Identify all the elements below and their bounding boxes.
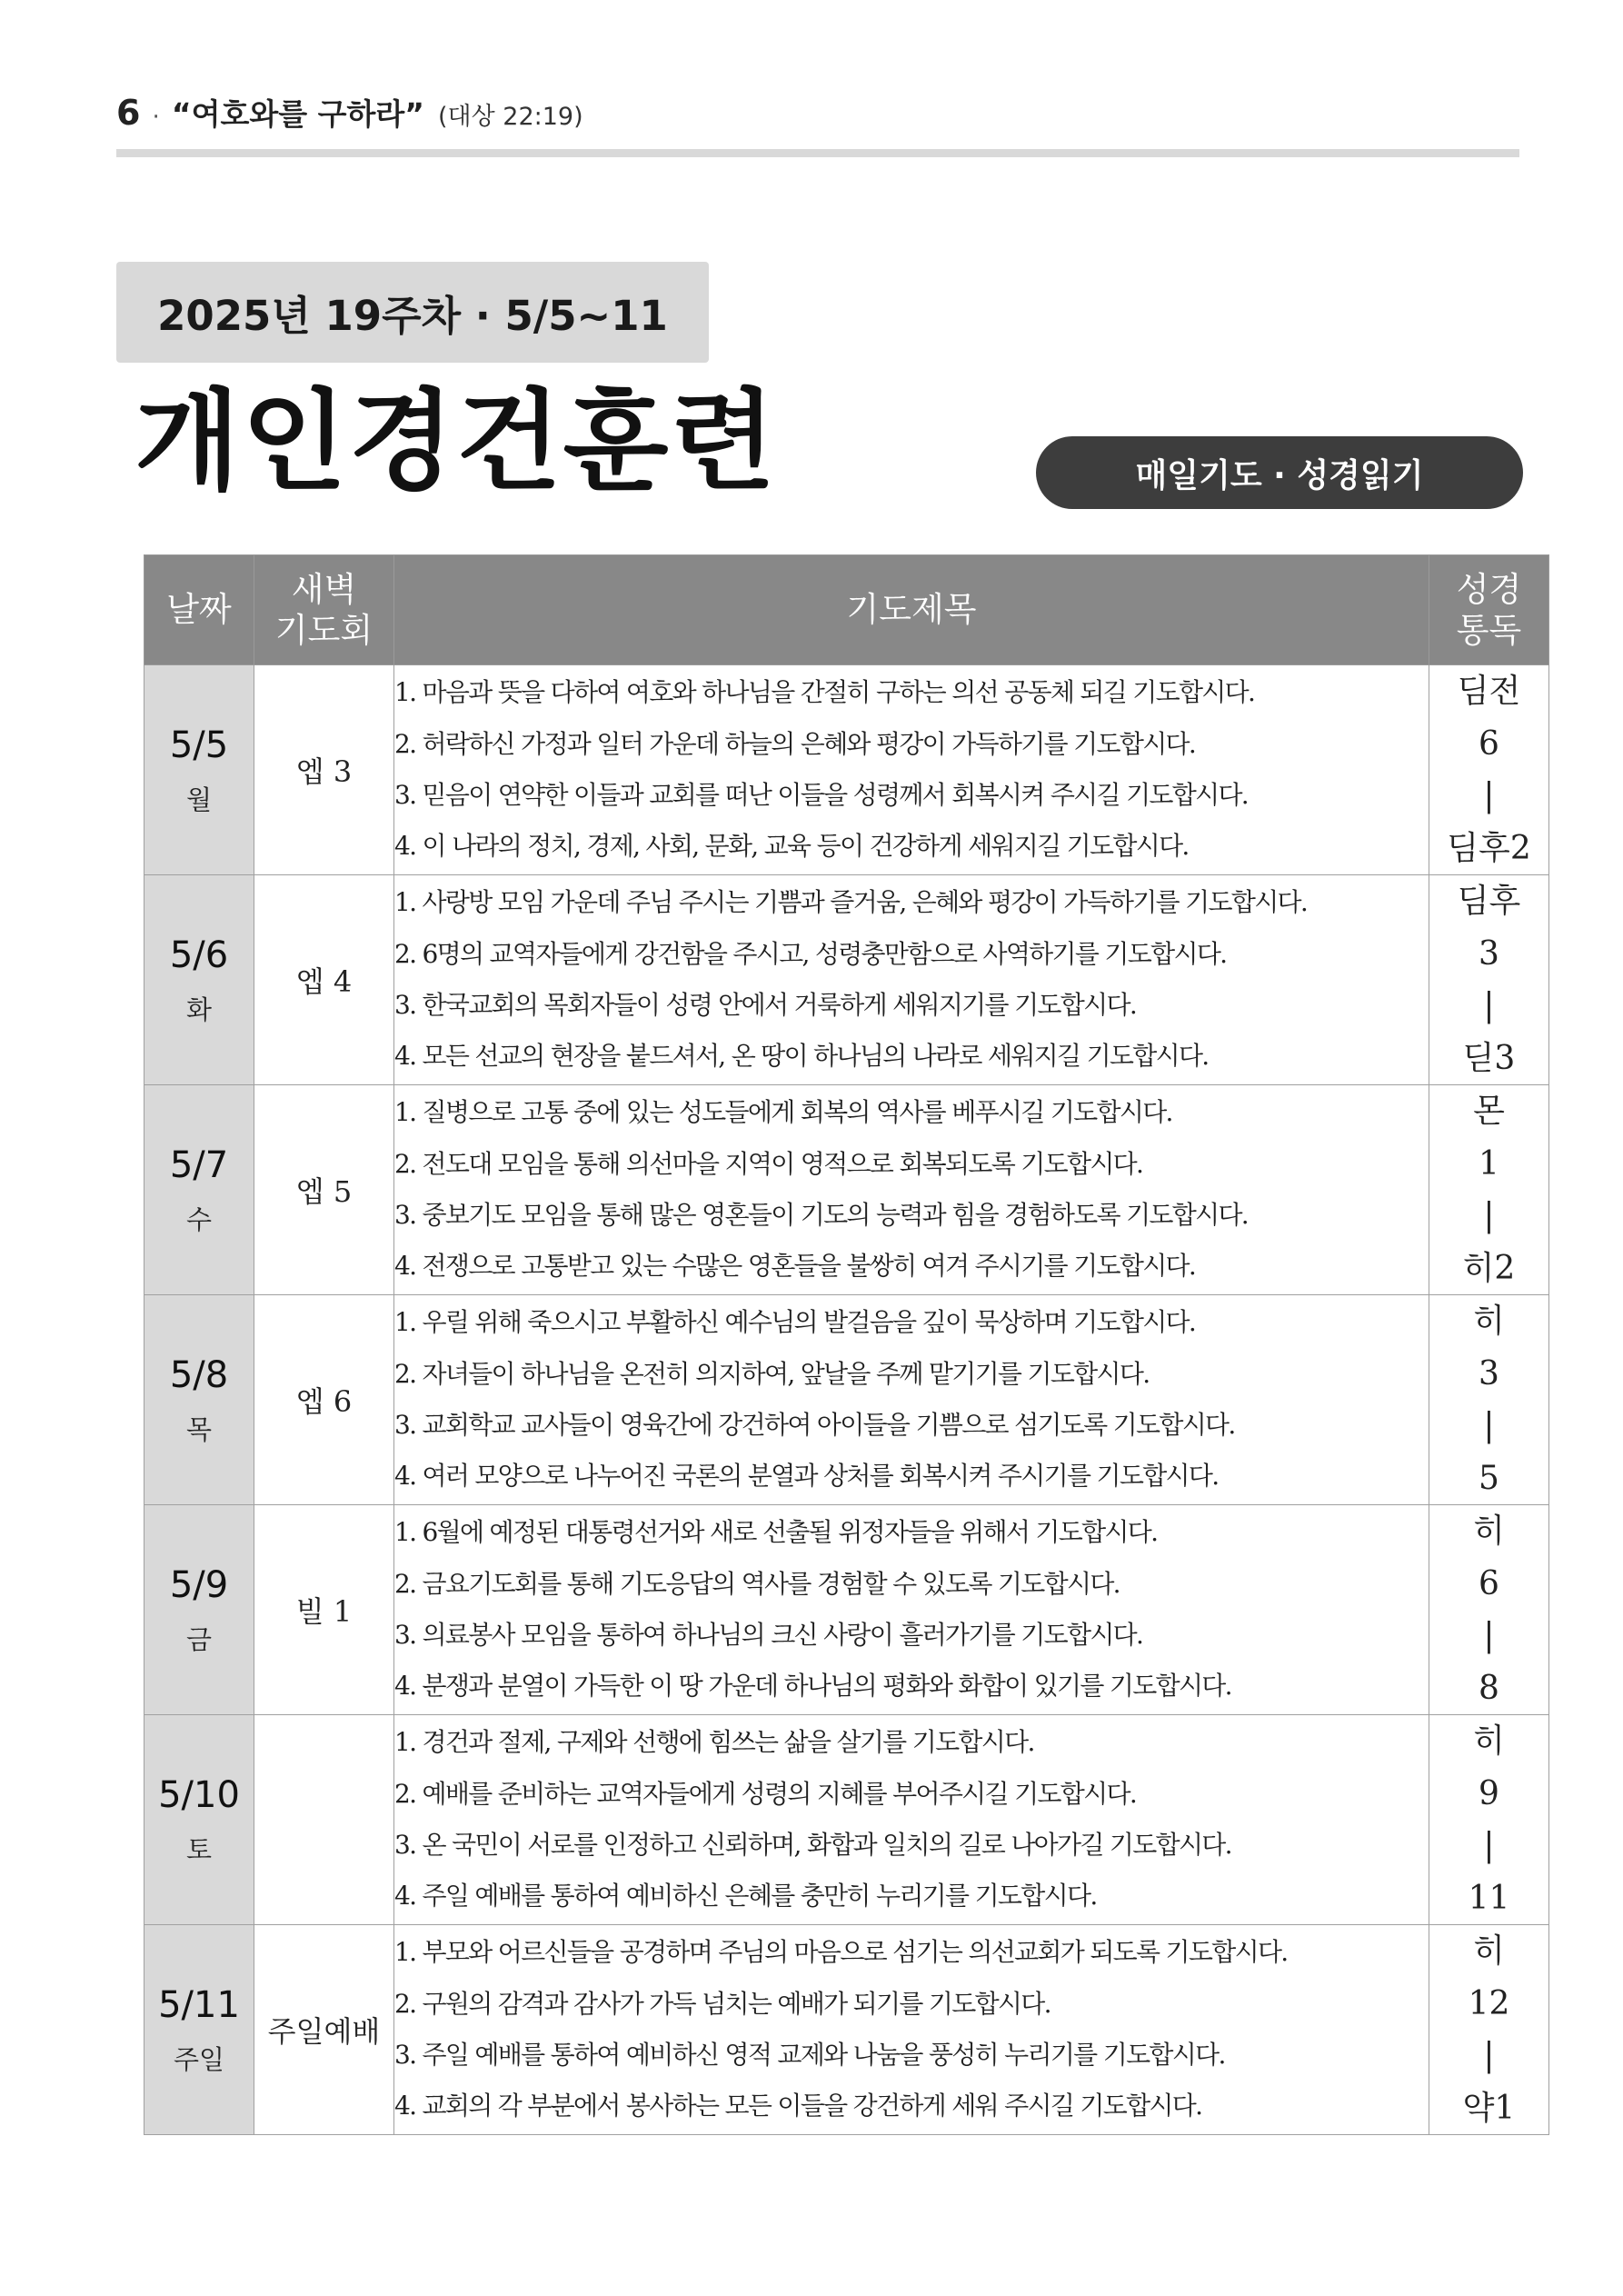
day-of-week: 월: [185, 784, 212, 815]
prayer-item: 4. 교회의 각 부분에서 봉사하는 모든 이들을 강건하게 세워 주시길 기도합시다.: [394, 2091, 1202, 2121]
table-row: [144, 665, 1549, 875]
date-cell: [144, 1295, 254, 1505]
day-of-week: 금: [185, 1623, 212, 1655]
bible-reading-cell: [1429, 875, 1549, 1085]
table-row: [144, 1925, 1549, 2135]
header-separator: ·: [152, 104, 160, 131]
table-row: [144, 1085, 1549, 1295]
prayer-item: 2. 금요기도회를 통해 기도응답의 역사를 경험할 수 있도록 기도합시다.: [394, 1568, 1120, 1599]
dawn-prayer-passage: 엡 4: [254, 875, 394, 1085]
date-cell: [144, 1715, 254, 1925]
bible-reading-cell: [1429, 1295, 1549, 1505]
table-row: [144, 1295, 1549, 1505]
dawn-prayer-passage: [254, 1715, 394, 1925]
bible-end: 딤후2: [1447, 829, 1531, 867]
date-value: 5/6: [169, 933, 229, 976]
dawn-prayer-passage: 빌 1: [254, 1505, 394, 1715]
prayer-items: [394, 1505, 1429, 1715]
bible-end: 히2: [1462, 1249, 1516, 1287]
prayer-item: 2. 구원의 감격과 감사가 가득 넘치는 예배가 되기를 기도합시다.: [394, 1988, 1050, 2019]
prayer-items: [394, 1925, 1429, 2135]
bible-end: 11: [1468, 1879, 1510, 1917]
bible-chapter-start: 12: [1468, 1984, 1510, 2022]
header-bible-line1: 성경: [1456, 569, 1522, 609]
bible-book-start: 딤전: [1457, 673, 1521, 710]
table-header-row: [144, 555, 1549, 665]
day-of-week: 토: [185, 1833, 212, 1865]
date-value: 5/8: [169, 1353, 229, 1396]
bible-range-separator: |: [1483, 987, 1495, 1024]
page-number: 6: [116, 93, 141, 133]
prayer-schedule-table: [144, 554, 1549, 2135]
date-cell: [144, 1505, 254, 1715]
prayer-items: [394, 1085, 1429, 1295]
day-of-week: 목: [185, 1413, 212, 1445]
bible-end: 딛3: [1462, 1039, 1516, 1077]
prayer-item: 3. 주일 예배를 통하여 예비하신 영적 교제와 나눔을 풍성히 누리기를 기도합시다.: [394, 2040, 1225, 2070]
prayer-item: 1. 사랑방 모임 가운데 주님 주시는 기쁨과 즐거움, 은혜와 평강이 가득하기를 기도합시다.: [394, 887, 1308, 918]
bible-reading-cell: [1429, 1715, 1549, 1925]
prayer-items: [394, 665, 1429, 875]
page-title: 개인경건훈련: [134, 379, 778, 505]
dawn-prayer-passage: 엡 5: [254, 1085, 394, 1295]
table-row: [144, 1715, 1549, 1925]
header-date: [144, 555, 254, 665]
prayer-item: 2. 예배를 준비하는 교역자들에게 성령의 지혜를 부어주시길 기도합시다.: [394, 1778, 1137, 1809]
bible-end: 8: [1479, 1669, 1499, 1707]
prayer-item: 2. 허락하신 가정과 일터 가운데 하늘의 은혜와 평강이 가득하기를 기도합시다.: [394, 728, 1196, 759]
day-of-week: 주일: [173, 2043, 225, 2075]
day-of-week: 수: [185, 1203, 212, 1235]
prayer-items: [394, 1295, 1429, 1505]
dawn-prayer-passage: 엡 6: [254, 1295, 394, 1505]
bible-range-separator: |: [1483, 1197, 1495, 1234]
bible-end: 약1: [1462, 2089, 1516, 2127]
bible-book-start: 히: [1473, 1932, 1505, 1970]
header-prayer-topics: [394, 555, 1429, 665]
dawn-prayer-passage: 주일예배: [254, 1925, 394, 2135]
date-value: 5/9: [169, 1563, 229, 1606]
bible-range-separator: |: [1483, 1827, 1495, 1864]
bible-end: 5: [1479, 1459, 1499, 1497]
prayer-item: 4. 모든 선교의 현장을 붙드셔서, 온 땅이 하나님의 나라로 세워지길 기도합시다.: [394, 1041, 1209, 1072]
date-cell: [144, 1085, 254, 1295]
prayer-items: [394, 1715, 1429, 1925]
table-row: [144, 875, 1549, 1085]
date-value: 5/5: [169, 724, 229, 766]
date-cell: [144, 1925, 254, 2135]
bible-chapter-start: 9: [1479, 1774, 1499, 1812]
header-date-label: 날짜: [166, 590, 232, 630]
bible-range-separator: |: [1483, 1617, 1495, 1654]
prayer-item: 1. 질병으로 고통 중에 있는 성도들에게 회복의 역사를 베푸시길 기도합시다.: [394, 1097, 1172, 1128]
category-badge: 매일기도 · 성경읽기: [1036, 436, 1523, 509]
prayer-item: 3. 의료봉사 모임을 통하여 하나님의 크신 사랑이 흘러가기를 기도합시다.: [394, 1620, 1143, 1650]
bible-reading-cell: [1429, 1505, 1549, 1715]
prayer-item: 1. 우릴 위해 죽으시고 부활하신 예수님의 발걸음을 깊이 묵상하며 기도합시다.: [394, 1307, 1196, 1338]
dawn-prayer-passage: 엡 3: [254, 665, 394, 875]
prayer-items: [394, 875, 1429, 1085]
bible-reading-cell: [1429, 1925, 1549, 2135]
header-divider: [116, 149, 1519, 157]
bible-chapter-start: 6: [1479, 1564, 1499, 1602]
bible-book-start: 딤후: [1457, 883, 1521, 920]
prayer-item: 1. 6월에 예정된 대통령선거와 새로 선출될 위정자들을 위해서 기도합시다.: [394, 1517, 1158, 1548]
prayer-item: 4. 전쟁으로 고통받고 있는 수많은 영혼들을 불쌍히 여겨 주시기를 기도합시다.: [394, 1251, 1196, 1282]
date-cell: [144, 665, 254, 875]
bible-book-start: 히: [1473, 1512, 1505, 1550]
bible-chapter-start: 3: [1479, 1354, 1499, 1393]
header-prayer-label: 기도제목: [846, 590, 977, 630]
bible-chapter-start: 6: [1479, 724, 1499, 763]
header-reference: (대상 22:19): [438, 103, 583, 131]
week-label: 2025년 19주차 · 5/5~11: [116, 262, 709, 363]
date-cell: [144, 875, 254, 1085]
header-dawn-prayer: [254, 555, 394, 665]
date-value: 5/11: [158, 1983, 240, 2026]
header-bible-reading: [1429, 555, 1549, 665]
bible-book-start: 히: [1473, 1303, 1505, 1340]
prayer-item: 3. 중보기도 모임을 통해 많은 영혼들이 기도의 능력과 힘을 경험하도록 기도합시다.: [394, 1200, 1249, 1230]
running-header: [116, 91, 583, 134]
prayer-item: 2. 전도대 모임을 통해 의선마을 지역이 영적으로 회복되도록 기도합시다.: [394, 1148, 1143, 1179]
prayer-item: 3. 교회학교 교사들이 영육간에 강건하여 아이들을 기쁨으로 섬기도록 기도합시다.: [394, 1410, 1235, 1440]
prayer-item: 1. 경건과 절제, 구제와 선행에 힘쓰는 삶을 살기를 기도합시다.: [394, 1727, 1034, 1758]
bible-range-separator: |: [1483, 777, 1495, 814]
header-dawn-line2: 기도회: [274, 611, 373, 650]
bible-book-start: 몬: [1473, 1093, 1505, 1130]
header-quote: “여호와를 구하라”: [171, 96, 424, 132]
prayer-item: 4. 여러 모양으로 나누어진 국론의 분열과 상처를 회복시켜 주시기를 기도합시다.: [394, 1461, 1219, 1492]
day-of-week: 화: [185, 993, 212, 1025]
prayer-item: 2. 6명의 교역자들에게 강건함을 주시고, 성령충만함으로 사역하기를 기도합시다.: [394, 938, 1227, 969]
bible-reading-cell: [1429, 665, 1549, 875]
prayer-item: 1. 마음과 뜻을 다하여 여호와 하나님을 간절히 구하는 의선 공동체 되길 기도합시다.: [394, 677, 1255, 708]
bible-reading-cell: [1429, 1085, 1549, 1295]
prayer-item: 4. 주일 예배를 통하여 예비하신 은혜를 충만히 누리기를 기도합시다.: [394, 1881, 1097, 1912]
date-value: 5/10: [158, 1773, 240, 1816]
prayer-item: 3. 온 국민이 서로를 인정하고 신뢰하며, 화합과 일치의 길로 나아가길 기도합시다.: [394, 1830, 1231, 1860]
prayer-item: 1. 부모와 어르신들을 공경하며 주님의 마음으로 섬기는 의선교회가 되도록 기도합시다.: [394, 1937, 1288, 1968]
bible-range-separator: |: [1483, 2037, 1495, 2074]
prayer-item: 4. 이 나라의 정치, 경제, 사회, 문화, 교육 등이 건강하게 세워지길 기도합시다.: [394, 831, 1189, 862]
bible-chapter-start: 3: [1479, 934, 1499, 973]
prayer-item: 4. 분쟁과 분열이 가득한 이 땅 가운데 하나님의 평화와 화합이 있기를 기도합시다.: [394, 1671, 1231, 1702]
bible-book-start: 히: [1473, 1722, 1505, 1760]
prayer-item: 3. 믿음이 연약한 이들과 교회를 떠난 이들을 성령께서 회복시켜 주시길 기도합시다.: [394, 780, 1249, 810]
prayer-item: 3. 한국교회의 목회자들이 성령 안에서 거룩하게 세워지기를 기도합시다.: [394, 990, 1137, 1020]
bible-range-separator: |: [1483, 1407, 1495, 1444]
prayer-item: 2. 자녀들이 하나님을 온전히 의지하여, 앞날을 주께 맡기기를 기도합시다.: [394, 1358, 1150, 1389]
table-row: [144, 1505, 1549, 1715]
date-value: 5/7: [169, 1143, 229, 1186]
header-dawn-line1: 새벽: [291, 569, 357, 609]
bible-chapter-start: 1: [1479, 1144, 1499, 1183]
header-bible-line2: 통독: [1456, 611, 1522, 650]
